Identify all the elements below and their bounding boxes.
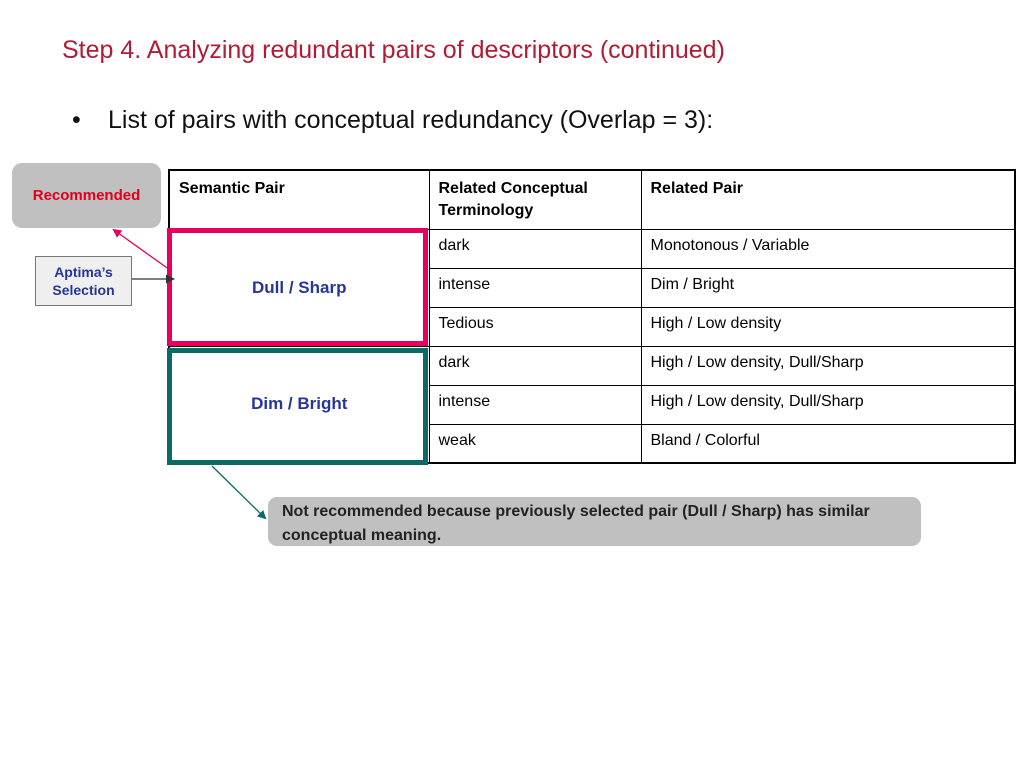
not-recommended-arrow <box>212 466 265 518</box>
term-cell: intense <box>429 268 641 307</box>
semantic-pair-dim-bright: Dim / Bright <box>169 346 429 463</box>
table-header-row <box>169 170 1015 229</box>
term-cell: dark <box>429 346 641 385</box>
related-pair-cell: Dim / Bright <box>641 268 1015 307</box>
header-related-pair: Related Pair <box>641 170 1015 229</box>
term-cell: Tedious <box>429 307 641 346</box>
slide-title: Step 4. Analyzing redundant pairs of descriptors (continued) <box>62 36 725 64</box>
term-cell: dark <box>429 229 641 268</box>
related-pair-cell: High / Low density <box>641 307 1015 346</box>
redundancy-table <box>168 169 1016 464</box>
related-pair-cell: High / Low density, Dull/Sharp <box>641 346 1015 385</box>
related-pair-cell: Bland / Colorful <box>641 424 1015 463</box>
not-recommended-note: Not recommended because previously selected pair (Dull / Sharp) has similar conceptual meaning. <box>268 497 921 546</box>
bullet-item <box>72 106 713 135</box>
header-related-terminology: Related Conceptual Terminology <box>429 170 641 229</box>
semantic-pair-dull-sharp: Dull / Sharp <box>169 229 429 346</box>
bullet-text: List of pairs with conceptual redundancy (Overlap = 3): <box>108 106 714 134</box>
table-row <box>169 229 1015 268</box>
term-cell: weak <box>429 424 641 463</box>
aptima-selection-callout: Aptima’s Selection <box>35 256 132 306</box>
recommended-callout: Recommended <box>12 163 161 228</box>
related-pair-cell: High / Low density, Dull/Sharp <box>641 385 1015 424</box>
bullet-symbol: • <box>72 106 81 134</box>
header-semantic-pair: Semantic Pair <box>169 170 429 229</box>
table-row <box>169 346 1015 385</box>
related-pair-cell: Monotonous / Variable <box>641 229 1015 268</box>
term-cell: intense <box>429 385 641 424</box>
